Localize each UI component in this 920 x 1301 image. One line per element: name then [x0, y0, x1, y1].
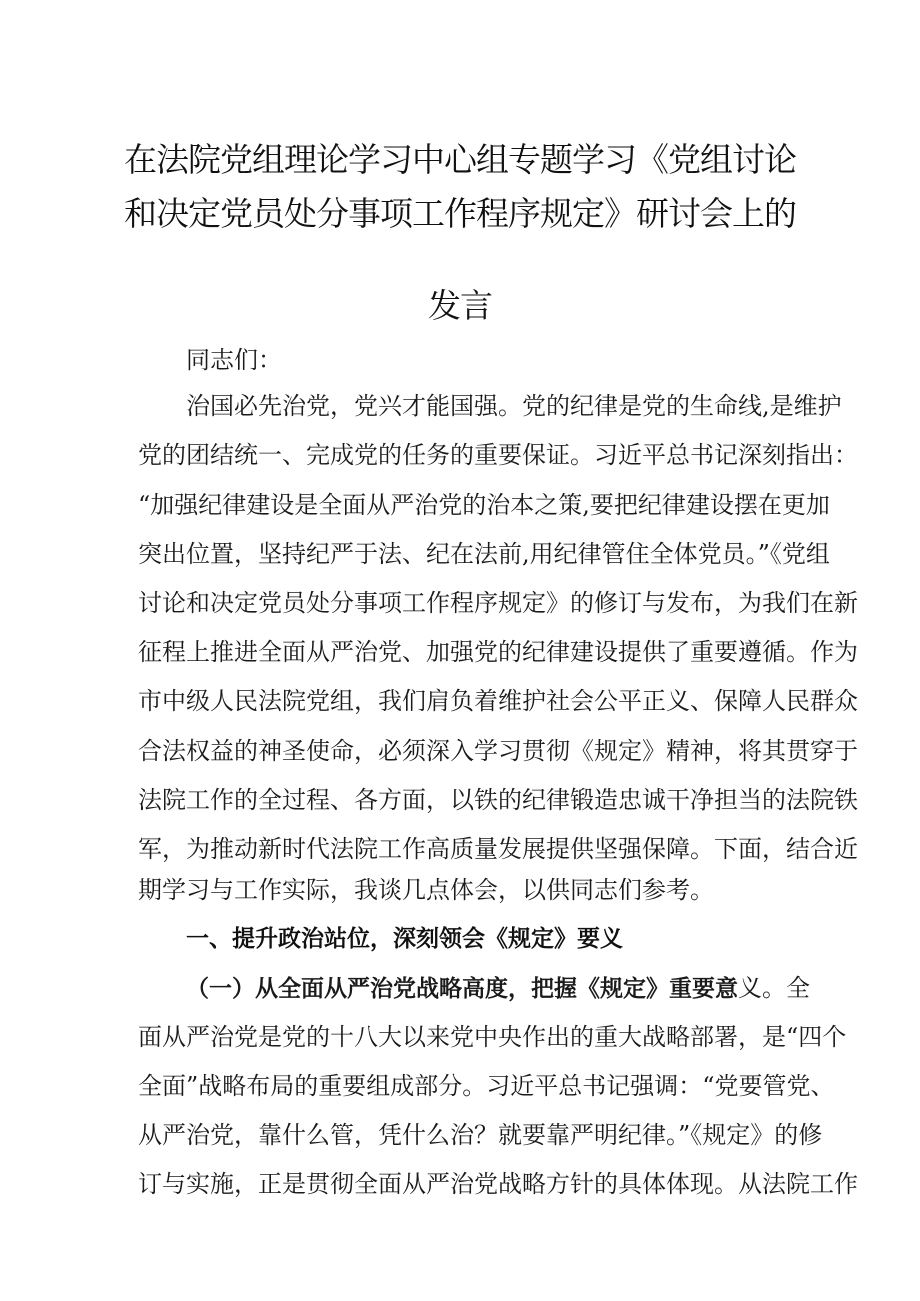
paragraph-line: 期学习与工作实际，我谈几点体会，以供同志们参考。 — [138, 876, 714, 904]
paragraph-line: 合法权益的神圣使命，必须深入学习贯彻《规定》精神，将其贯穿于 — [138, 737, 858, 765]
paragraph-line: 讨论和决定党员处分事项工作程序规定》的修订与发布，为我们在新 — [138, 589, 858, 617]
paragraph-line: 全面”战略布局的重要组成部分。习近平总书记强调：“党要管党、 — [138, 1072, 835, 1100]
paragraph-line: 突出位置，坚持纪严于法、纪在法前,用纪律管住全体党员。”《党组 — [138, 540, 830, 568]
paragraph-line: 订与实施，正是贯彻全面从严治党战略方针的具体体现。从法院工作 — [138, 1170, 858, 1198]
title-line-2: 和决定党员处分事项工作程序规定》研讨会上的 — [124, 194, 796, 233]
paragraph-line: 党的团结统一、完成党的任务的重要保证。习近平总书记深刻指出： — [138, 441, 858, 469]
paragraph-line: 市中级人民法院党组，我们肩负着维护社会公平正义、保障人民群众 — [138, 687, 858, 715]
subsection-first-line — [186, 968, 810, 1003]
title-line-3: 发言 — [428, 286, 492, 325]
paragraph-line: 治国必先治党，党兴才能国强。党的纪律是党的生命线,是维护 — [186, 392, 842, 420]
paragraph-line: 面从严治党是党的十八大以来党中央作出的重大战略部署，是“四个 — [138, 1023, 847, 1051]
paragraph-line: “加强纪律建设是全面从严治党的治本之策,要把纪律建设摆在更加 — [138, 491, 830, 519]
paragraph-line: 从严治党，靠什么管，凭什么治？就要靠严明纪律。”《规定》的修 — [138, 1121, 823, 1149]
paragraph-line: 征程上推进全面从严治党、加强党的纪律建设提供了重要遵循。作为 — [138, 638, 858, 666]
subsection-heading: （一）从全面从严治党战略高度，把握《规定》重要意 — [186, 976, 738, 1002]
title-line-1: 在法院党组理论学习中心组专题学习《党组讨论 — [124, 140, 796, 179]
greeting: 同志们： — [186, 346, 282, 374]
paragraph-line: 军，为推动新时代法院工作高质量发展提供坚强保障。下面，结合近 — [138, 835, 858, 863]
subsection-first-line-rest: 义。全 — [738, 974, 810, 1002]
section-heading: 一、提升政治站位，深刻领会《规定》要义 — [186, 926, 623, 952]
paragraph-line: 法院工作的全过程、各方面，以铁的纪律锻造忠诚干净担当的法院铁 — [138, 786, 858, 814]
